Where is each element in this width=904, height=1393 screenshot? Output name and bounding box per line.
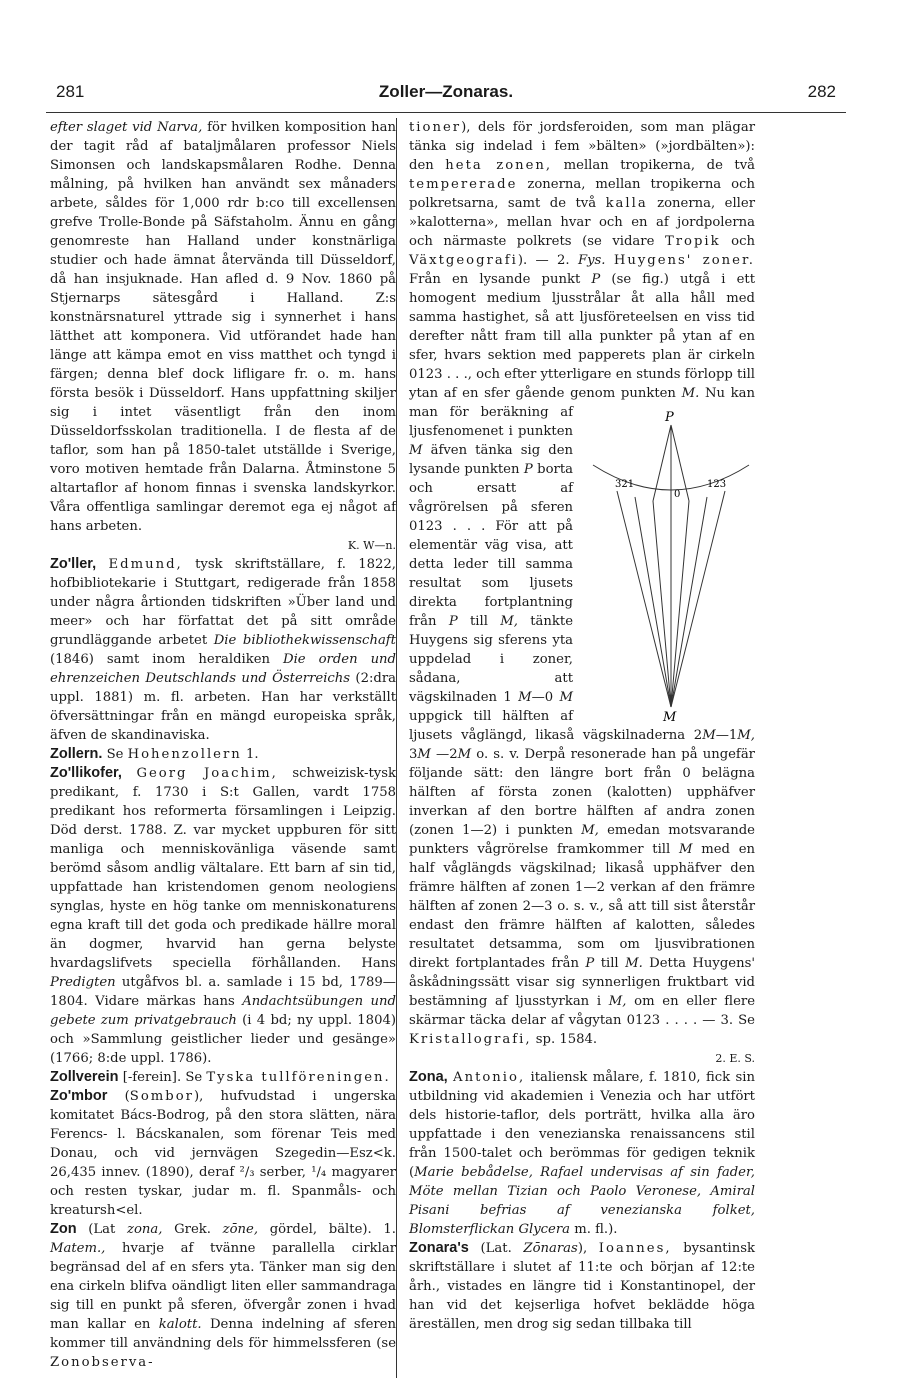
body-text: mellan tropikerna, de två <box>552 158 756 173</box>
page-number-right: 282 <box>807 82 836 101</box>
body-text: och <box>720 234 755 249</box>
headword: Zo'ller, <box>50 556 97 572</box>
headword: Zo'llikofer, <box>50 765 122 781</box>
body-text: [-ferein]. Se <box>118 1070 207 1085</box>
italic-text: Zōnaras <box>523 1241 578 1256</box>
cross-reference: Zonobserva- <box>50 1355 155 1370</box>
italic-text: M, <box>737 728 755 743</box>
italic-text: Predigten <box>50 975 116 990</box>
entry-zona <box>409 1068 755 1239</box>
body-text: ). — 2. <box>517 253 578 268</box>
italic-text: P <box>591 272 601 287</box>
spaced-term: kalla <box>605 196 648 211</box>
right-column <box>409 118 755 1334</box>
ray-left-1 <box>653 501 671 707</box>
italic-text: Die orden und ehrenzeichen Deutschlands und Österreichs <box>50 652 396 686</box>
entry-zollikofer <box>50 764 396 1068</box>
italic-text: efter slaget vid Narva, <box>50 120 203 135</box>
italic-text: M <box>702 728 716 743</box>
person-name: Antonio, <box>453 1070 526 1085</box>
body-text: för hvilken komposition han der tagit råd af bataljmålaren professor Niels Simonsen och landskapsmålaren Rodhe. Denna målning, på hvilken han användt sex månaders arbete, såldes för 1,000 rdr b:co till excellensen grefve Trolle-Bonde på Säfstaholm. Ännu en gång genomreste han Halland under konstnärliga studier och hade ämnat återvända till Düsseldorf, då han insjuknade. Han afled d. 9 Nov. 1860 på Stjernarps sätesgård i Halland. Z:s konstnärsnaturel yttrade sig i synnerhet i hans lätthet att komponera. Vid utförandet hade han länge att kämpa emot en viss matthet och tyngd i färgen; denna blef dock lifligare fr. o. m. hans första besök i Düsseldorf. Hans uppfattning skiljer sig i intet väsentligt från den inom Düsseldorfsskolan traditionella. I de flesta af de taflor, som han på 1850-talet utställde i Sverige, voro motiven hemtade från Dalarna. Åtminstone 5 altartaflor af honom finnas i svenska landskyrkor. Våra offentliga samlingar deremot ega ej något af hans arbeten. <box>50 120 396 534</box>
headword: Zo'mbor <box>50 1088 108 1104</box>
body-text: (i 4 bd; ny uppl. 1804) och »Sammlung geistlicher lieder und gesänge» (1766; 8:de uppl. 1786). <box>50 1013 397 1066</box>
entry-zon-continued <box>409 118 755 1068</box>
body-text: bysantinsk skriftställare i slutet af 11:te och början af 12:te årh., vistades en längre tid i Konstantinopel, der han vid det kejserliga hofvet beklädde höga äreställen, men drog sig sedan tillbaka till <box>409 1241 755 1332</box>
person-name: Georg Joachim, <box>136 766 278 781</box>
italic-text: P <box>585 956 595 971</box>
body-text: Detta Huygens' åskådningssätt visar sig synnerligen fruktbart vid bestämning af ljusstyrkan i <box>409 956 755 1009</box>
ray-left-2 <box>635 497 671 707</box>
body-text: Nu kan man för beräkning af ljusfenomenet i punkten <box>409 386 756 439</box>
body-text: ), <box>577 1241 599 1256</box>
italic-text: Marie bebådelse, Rafael undervisas af sin fader, Möte mellan Tizian och Paolo Veronese, Amiral Pisani befrias af venezianska folket, Blomsterflickan Glycera <box>409 1165 755 1237</box>
italic-text: M <box>409 443 423 458</box>
body-text: om en eller flere skärmar täcka delar af vågytan 0123 . . . . — 3. Se <box>409 994 755 1028</box>
cross-reference: Hohenzollern <box>127 747 242 762</box>
italic-text: P <box>523 462 533 477</box>
spaced-term: tempererade <box>409 177 518 192</box>
body-text: hvarje af tvänne parallella cirklar begränsad del af en sfers yta. Tänker man sig den ena cirkeln blifva oändligt liten eller sammandraga sig till en punkt på sferen, öfvergår zonen i hvad man kallar en <box>50 1241 396 1332</box>
body-text: italiensk målare, f. 1810, fick sin utbildning vid akademien i Venezia och har utfört dels historie-taflor, dels porträtt, hvilka alla äro uppfattade i den venezianska renaissancens stil från 1500-talet och berömmas för gedigen teknik ( <box>409 1070 755 1180</box>
spaced-term: Huygens' zoner. <box>613 253 755 268</box>
entry-zombor <box>50 1087 396 1220</box>
body-text: schweizisk-tysk predikant, f. 1730 i S:t Gallen, vardt 1758 predikant hos reformerta församlingen i Leipzig. Död derst. 1788. Z. var mycket uppburen för sitt manliga och menniskovänliga väsende samt berömd såsom andlig vältalare. Ett barn af sin tid, uppfattade han kristendomen genom neologiens synglas, hyste en hög tanke om menniskonaturens egna kraft till det goda och predikade hällre moral än dogmer, hvarvid han gerna belyste hvardagslifvets speciella förhållanden. Hans <box>50 766 396 971</box>
figure-label-m: M <box>663 710 677 723</box>
ray-left-3 <box>617 491 671 707</box>
body-text: (Lat <box>76 1222 128 1237</box>
body-text: sp. 1584. <box>531 1032 598 1047</box>
body-text: med en half våglängds vägskilnad; likaså upphäfver den främre hälften af zonen 1—2 verkan af den främre hälften af zonen 2—3 o. s. v., så att till sist återstår endast den främre hälften af kalotten, således resultatet detsamma, som om ljusvibrationen direkt fortplantades från <box>409 842 755 971</box>
entry-zonaras <box>409 1239 755 1334</box>
italic-text: zona, <box>127 1222 163 1237</box>
cross-reference: Växtgeografi <box>409 253 518 268</box>
left-column <box>50 118 396 1372</box>
entry-zoller-continued <box>50 118 396 555</box>
column-divider <box>396 118 397 1378</box>
italic-text: M. <box>625 956 643 971</box>
italic-text: kalott. <box>158 1317 202 1332</box>
body-text: zonerna, eller »kalotterna», mellan hvar och en af jordpolerna och närmaste polkrets (se vidare <box>409 196 755 249</box>
body-text: —0 <box>531 690 560 705</box>
person-name: Ioannes, <box>598 1241 672 1256</box>
body-text: ), hufvudstad i ungerska komitatet Bács-Bodrog, på den stora slätten, nära Ferencs- l. Bácskanalen, som förenar Teis med Donau, och vid jernvägen Szegedin—Esz<k. 26,435 innev. (1890), deraf ²/₃ serber, ¹/₄ magyarer och resten tyskar, judar m. fl. Spanmåls- och kreatursh<el. <box>50 1089 396 1218</box>
cross-reference: tioner <box>409 120 462 135</box>
body-text: —2 <box>430 747 458 762</box>
figure-label-zero: 0 <box>674 489 681 500</box>
body-text: äfven tänka sig den lysande punkten <box>409 443 573 477</box>
cross-reference: Tropik <box>664 234 721 249</box>
place-name: Sombor <box>129 1089 194 1104</box>
author-signature: K. W—n. <box>347 539 396 552</box>
italic-text: P <box>448 614 458 629</box>
body-text: utgåfvos bl. a. samlade i 15 bd, 1789—1804. Vidare märkas hans <box>50 975 396 1009</box>
figure-label-left: 321 <box>615 479 635 490</box>
spaced-term: heta zonen, <box>445 158 553 173</box>
italic-text: Andachtsübungen und gebete zum privatgebrauch <box>50 994 396 1028</box>
cross-reference: Tyska tullföreningen. <box>206 1070 391 1085</box>
body-text: tänkte Huygens sig sferens yta uppdelad i zoner, sådana, att vägskilnaden 1 <box>409 614 574 705</box>
body-text: Denna indelning af sferen kommer till användning dels för himmelssferen (se <box>50 1317 396 1351</box>
body-text: (2:dra uppl. 1881) m. fl. arbeten. Han har verkställt öfversättningar från en mängd europeiska språk, äfven de skandinaviska. <box>50 671 397 743</box>
italic-text: M <box>457 747 472 762</box>
italic-text: M. <box>681 386 700 401</box>
body-text: (Lat. <box>468 1241 524 1256</box>
body-text: till <box>594 956 626 971</box>
italic-text: M <box>559 690 573 705</box>
italic-text: M, <box>581 823 599 838</box>
headword: Zon <box>50 1221 77 1237</box>
italic-text: M <box>518 690 532 705</box>
body-text: Se <box>102 747 128 762</box>
body-text: till <box>457 614 501 629</box>
body-text: —1 <box>715 728 738 743</box>
body-text: 1. <box>241 747 259 762</box>
body-text: zonerna, mellan tropikerna och polkretsarna, samt de två <box>409 177 755 211</box>
body-text: 3 <box>409 747 418 762</box>
body-text: m. fl.). <box>570 1222 618 1237</box>
body-text: ( <box>107 1089 130 1104</box>
body-text: ), dels för jordsferoiden, som man plägar tänka sig indelad i fem »bälten» (»jordbälten»): den <box>409 120 755 173</box>
body-text: Från en lysande punkt <box>409 272 592 287</box>
running-title: Zoller—Zonaras. <box>378 82 514 101</box>
page-header <box>46 82 846 106</box>
italic-text: Die bibliothekwissenschaft <box>213 633 396 648</box>
entry-zoller-edmund <box>50 555 396 745</box>
figure-label-p: P <box>665 410 674 425</box>
person-name: Edmund, <box>108 557 183 572</box>
body-text: tysk skriftställare, f. 1822, hofbibliotekarie i Stuttgart, redigerade från 1858 under några årtionden tidskriften »Über land und meer» och har författat det på sitt område grundläggande arbetet <box>50 557 396 648</box>
page-number-left: 281 <box>56 82 85 101</box>
body-text: (se fig.) utgå i ett homogent medium ljusstrålar åt alla håll med samma hastighet, så att ljusföreteelsen en viss tid derefter nått fram till alla punkter på ytan af en sfer, hvars sektion med papperets plan är cirkeln 0123 . . ., och efter ytterligare en stunds förlopp till ytan af en sfer gående genom punkten <box>409 272 755 401</box>
huygens-zones-diagram <box>579 407 759 723</box>
italic-text: Fys. <box>577 253 606 268</box>
headword: Zollverein <box>50 1069 119 1085</box>
italic-text: M <box>417 747 431 762</box>
body-text: gördel, bälte). 1. <box>258 1222 396 1237</box>
italic-text: M, <box>608 994 627 1009</box>
italic-text: M, <box>500 614 518 629</box>
entry-zollern <box>50 745 396 764</box>
author-signature: 2. E. S. <box>715 1052 755 1065</box>
figure-label-right: 123 <box>707 479 727 490</box>
headword: Zollern. <box>50 746 103 762</box>
entry-zon <box>50 1220 396 1372</box>
cross-reference: Kristallografi, <box>409 1032 532 1047</box>
huygens-zones-figure <box>579 407 759 723</box>
ray-right-1 <box>671 501 689 707</box>
entry-zollverein <box>50 1068 396 1087</box>
body-text: (1846) samt inom heraldiken <box>50 652 284 667</box>
body-text: Grek. <box>162 1222 223 1237</box>
italic-text: zōne, <box>222 1222 259 1237</box>
italic-text: Matem., <box>50 1241 106 1256</box>
headword: Zona, <box>409 1069 448 1085</box>
body-text: emedan motsvarande punkters vågrörelse framkommer till <box>409 823 755 857</box>
italic-text: M <box>678 842 693 857</box>
ray-right-3 <box>671 491 725 707</box>
headword: Zonara's <box>409 1240 469 1256</box>
header-rule <box>46 112 846 113</box>
body-text: uppgick till hälften af ljusets våglängd, likaså vägskilnaderna 2 <box>409 709 703 743</box>
body-text: o. s. v. Derpå resonerade han på ungefär följande sätt: den längre bort från 0 belägna hälften af första zonen (kalotten) upphäfver inverkan af den bortre hälften af andra zonen (zonen 1—2) i punkten <box>409 747 755 838</box>
body-text: borta och ersatt af vågrörelsen på sferen 0123 . . . För att på elementär väg visa, att detta leder till samma resultat som ljusets direkta fortplantning från <box>409 462 573 629</box>
ray-right-2 <box>671 497 707 707</box>
